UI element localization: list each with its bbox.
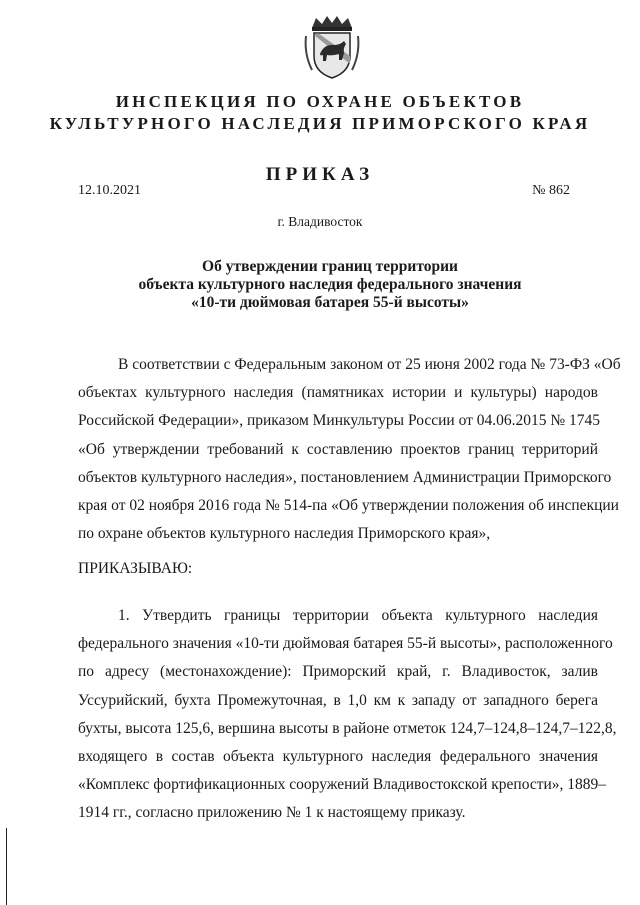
order-word: ПРИКАЗЫВАЮ: — [78, 560, 193, 577]
document-date: 12.10.2021 — [78, 183, 141, 198]
preamble-line: края от 02 ноября 2016 года № 514-па «Об утверждении положения об инспекции — [78, 497, 619, 515]
preamble-line: «Об утверждении требований к составлению проектов границ территорий — [78, 440, 598, 458]
item-line: «Комплекс фортификационных сооружений Владивостокской крепости», 1889– — [78, 776, 607, 794]
primorsky-krai-coat-of-arms-icon — [302, 14, 362, 82]
document-city: г. Владивосток — [277, 214, 363, 229]
subject-line: Об утверждении границ территории — [202, 258, 458, 275]
document-number: № 862 — [532, 183, 570, 198]
subject-line: объекта культурного наследия федерального значения — [138, 276, 522, 293]
item-line: федерального значения «10-ти дюймовая батарея 55-й высоты», расположенного — [78, 635, 613, 653]
order-item-1 — [78, 602, 617, 828]
document-type-title: ПРИКАЗ — [265, 164, 375, 185]
preamble-line: объектов культурного наследия», постановлением Администрации Приморского — [78, 468, 612, 486]
document-subject — [100, 258, 560, 312]
item-line: по адресу (местонахождение): Приморский край, г. Владивосток, залив — [78, 663, 598, 681]
organization-name-line1: ИНСПЕКЦИЯ ПО ОХРАНЕ ОБЪЕКТОВ — [115, 92, 525, 111]
item-line: входящего в состав объекта культурного наследия федерального значения — [78, 748, 598, 766]
item-line: бухты, высота 125,6, вершина высоты в районе отметок 124,7–124,8–124,7–122,8, — [78, 719, 617, 737]
item-line: 1. Утвердить границы территории объекта культурного наследия — [118, 607, 598, 624]
organization-name-line2: КУЛЬТУРНОГО НАСЛЕДИЯ ПРИМОРСКОГО КРАЯ — [49, 114, 591, 133]
preamble-line: Российской Федерации», приказом Минкультуры России от 04.06.2015 № 1745 — [78, 412, 601, 430]
item-line: 1914 гг., согласно приложению № 1 к настоящему приказу. — [78, 804, 466, 822]
preamble-paragraph — [78, 351, 621, 548]
preamble-line: В соответствии с Федеральным законом от 25 июня 2002 года № 73-ФЗ «Об — [118, 356, 621, 373]
item-line: Уссурийский, бухта Промежуточная, в 1,0 км к западу от западного берега — [78, 691, 598, 709]
subject-line: «10-ти дюймовая батарея 55-й высоты» — [191, 294, 469, 311]
scan-margin-line — [6, 828, 7, 905]
preamble-line: объектах культурного наследия (памятниках истории и культуры) народов — [78, 384, 598, 402]
preamble-line: по охране объектов культурного наследия Приморского края», — [78, 525, 491, 543]
